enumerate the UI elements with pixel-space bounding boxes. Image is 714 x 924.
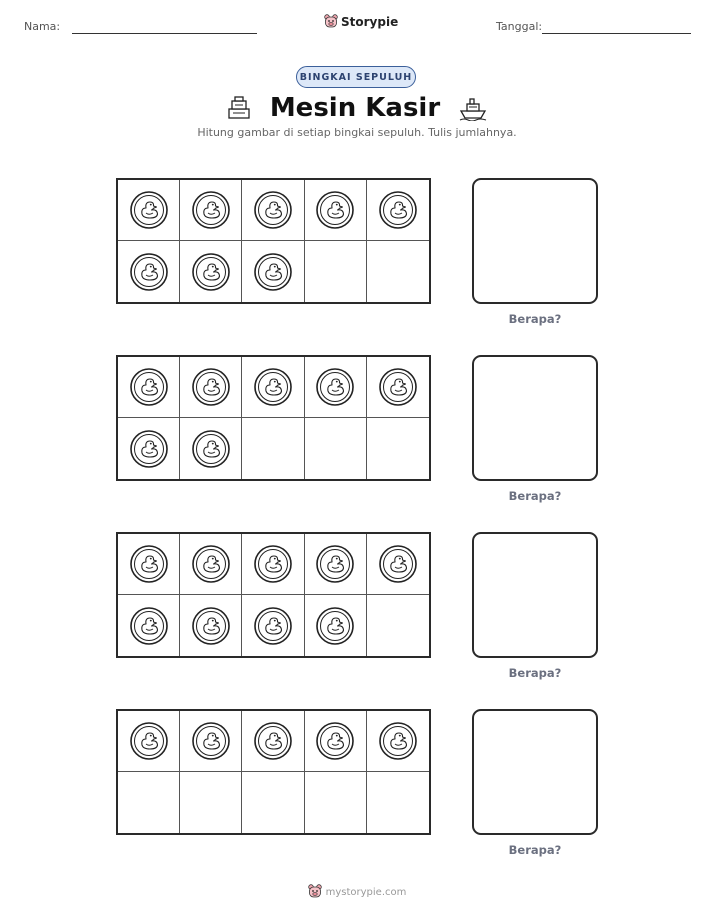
footer-site: mystorypie.com — [325, 886, 407, 898]
duck-coin-icon — [129, 606, 169, 646]
frame-cell — [118, 595, 180, 656]
answer-box-4[interactable] — [472, 709, 598, 835]
page-title: Mesin Kasir — [269, 93, 441, 123]
frame-cell — [367, 180, 429, 241]
frame-cell — [242, 595, 304, 656]
frame-cell — [367, 241, 429, 302]
duck-coin-icon — [315, 190, 355, 230]
frame-cell — [180, 418, 242, 479]
frame-cell — [118, 180, 180, 241]
duck-coin-icon — [253, 606, 293, 646]
title-row — [0, 88, 714, 128]
frame-cell — [242, 180, 304, 241]
duck-coin-icon — [191, 252, 231, 292]
duck-coin-icon — [129, 252, 169, 292]
frame-cell — [242, 534, 304, 595]
brand-name: Storypie — [341, 15, 399, 29]
duck-coin-icon — [378, 544, 418, 584]
frame-cell — [242, 772, 304, 833]
answer-label-1: Berapa? — [508, 312, 562, 326]
answer-box-1[interactable] — [472, 178, 598, 304]
frame-cell — [367, 595, 429, 656]
frame-cell — [118, 357, 180, 418]
frame-cell — [180, 241, 242, 302]
duck-coin-icon — [253, 190, 293, 230]
topic-badge: BINGKAI SEPULUH — [296, 66, 416, 88]
duck-coin-icon — [315, 367, 355, 407]
duck-coin-icon — [315, 544, 355, 584]
name-line — [72, 33, 257, 34]
frame-cell — [180, 595, 242, 656]
duck-coin-icon — [191, 721, 231, 761]
frame-cell — [180, 772, 242, 833]
ten-frame-2 — [116, 355, 431, 481]
cash-register-icon — [226, 95, 252, 121]
duck-coin-icon — [253, 544, 293, 584]
frame-cell — [367, 357, 429, 418]
frame-cell — [180, 711, 242, 772]
duck-coin-icon — [191, 190, 231, 230]
duck-coin-icon — [191, 367, 231, 407]
duck-coin-icon — [378, 721, 418, 761]
ten-frame-4 — [116, 709, 431, 835]
duck-coin-icon — [253, 252, 293, 292]
answer-label-4: Berapa? — [508, 843, 562, 857]
frame-cell — [118, 711, 180, 772]
date-label: Tanggal: — [496, 20, 543, 33]
frame-cell — [305, 418, 367, 479]
frame-cell — [118, 241, 180, 302]
answer-box-2[interactable] — [472, 355, 598, 481]
date-line — [542, 33, 691, 34]
frame-cell — [118, 772, 180, 833]
worksheet-header — [0, 0, 714, 50]
frame-cell — [367, 534, 429, 595]
duck-coin-icon — [191, 429, 231, 469]
ship-icon — [458, 95, 488, 121]
duck-coin-icon — [129, 544, 169, 584]
duck-coin-icon — [378, 190, 418, 230]
ten-frame-1 — [116, 178, 431, 304]
duck-coin-icon — [253, 721, 293, 761]
duck-coin-icon — [191, 544, 231, 584]
answer-box-3[interactable] — [472, 532, 598, 658]
duck-coin-icon — [315, 606, 355, 646]
instructions: Hitung gambar di setiap bingkai sepuluh. Tulis jumlahnya. — [197, 126, 517, 139]
frame-cell — [305, 711, 367, 772]
frame-cell — [305, 534, 367, 595]
frame-cell — [180, 180, 242, 241]
frame-cell — [305, 180, 367, 241]
duck-coin-icon — [378, 367, 418, 407]
answer-label-3: Berapa? — [508, 666, 562, 680]
ten-frame-3 — [116, 532, 431, 658]
frame-cell — [305, 357, 367, 418]
frame-cell — [305, 772, 367, 833]
frame-cell — [305, 595, 367, 656]
frame-cell — [242, 711, 304, 772]
duck-coin-icon — [129, 429, 169, 469]
name-label: Nama: — [24, 20, 61, 33]
frame-cell — [367, 772, 429, 833]
duck-coin-icon — [253, 367, 293, 407]
brand-logo — [324, 14, 398, 30]
frame-cell — [180, 534, 242, 595]
frame-cell — [305, 241, 367, 302]
frame-cell — [118, 418, 180, 479]
answer-label-2: Berapa? — [508, 489, 562, 503]
frame-cell — [242, 241, 304, 302]
frame-cell — [367, 418, 429, 479]
footer — [0, 884, 714, 900]
frame-cell — [118, 534, 180, 595]
frame-cell — [180, 357, 242, 418]
duck-coin-icon — [129, 721, 169, 761]
pig-mascot-icon — [324, 14, 338, 30]
frame-cell — [242, 418, 304, 479]
frame-cell — [242, 357, 304, 418]
duck-coin-icon — [191, 606, 231, 646]
duck-coin-icon — [315, 721, 355, 761]
pig-mascot-icon — [308, 884, 322, 900]
duck-coin-icon — [129, 190, 169, 230]
frame-cell — [367, 711, 429, 772]
duck-coin-icon — [129, 367, 169, 407]
